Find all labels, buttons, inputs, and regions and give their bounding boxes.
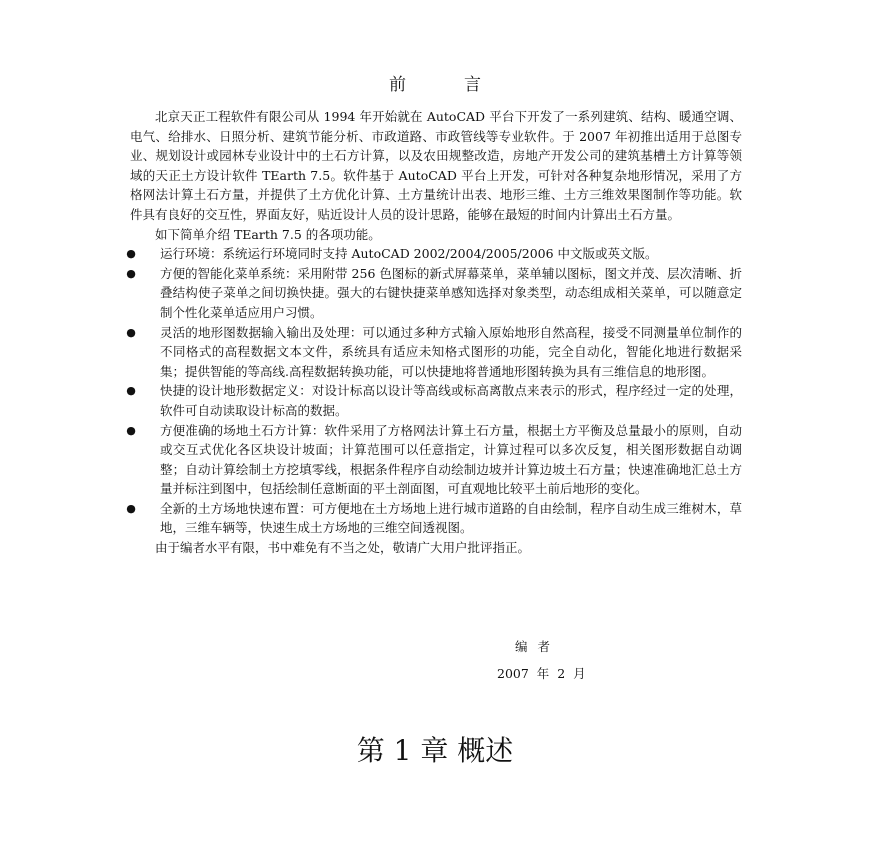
feature-item bbox=[126, 323, 742, 382]
feature-list bbox=[126, 244, 742, 538]
preface-body bbox=[126, 107, 742, 558]
bullet-icon: ● bbox=[126, 325, 136, 339]
feature-text: 方便准确的场地土石方计算：软件采用了方格网法计算土石方量，根据土方平衡及总量最小的原则，自动或交互式优化各区块设计坡面；计算范围可以任意指定，计算过程可以多次反复，相关图形数据自动调整；自动计算绘制土方挖填零线，根据条件程序自动绘制边坡并计算边坡土石方量；快速准确地汇总土方量并标注到图中，包括绘制任意断面的平土剖面图，可直观地比较平土前后地形的变化。 bbox=[160, 422, 742, 497]
bullet-icon: ● bbox=[126, 423, 136, 437]
preface-date: 2007 年 2 月 bbox=[497, 666, 586, 681]
feature-item bbox=[126, 264, 742, 323]
lead-in-line: 如下简单介绍 TEarth 7.5 的各项功能。 bbox=[155, 226, 381, 242]
feature-text: 快捷的设计地形数据定义：对设计标高以设计等高线或标高离散点来表示的形式，程序经过一定的处理，软件可自动读取设计标高的数据。 bbox=[160, 383, 742, 418]
editor-signature: 编者 bbox=[515, 639, 561, 654]
bullet-icon: ● bbox=[126, 247, 136, 261]
chapter-title: 第 1 章 概述 bbox=[356, 734, 514, 767]
bullet-icon: ● bbox=[126, 266, 136, 280]
preface-heading: 前言 bbox=[389, 75, 539, 95]
feature-text: 运行环境：系统运行环境同时支持 AutoCAD 2002/2004/2005/2006 中文版或英文版。 bbox=[160, 246, 658, 262]
feature-text: 灵活的地形图数据输入输出及处理：可以通过多种方式输入原始地形自然高程，接受不同测量单位制作的不同格式的高程数据文本文件，系统具有适应未知格式图形的功能，完全自动化，智能化地进行数据采集；提供智能的等高线.高程数据转换功能，可以快捷地将普通地形图转换为具有三维信息的地形图。 bbox=[160, 324, 742, 379]
feature-item bbox=[126, 499, 742, 538]
feature-item bbox=[126, 421, 742, 499]
feature-text: 全新的土方场地快速布置：可方便地在土方场地上进行城市道路的自由绘制，程序自动生成三维树木，草地，三维车辆等，快速生成土方场地的三维空间透视图。 bbox=[160, 500, 742, 536]
feature-text: 方便的智能化菜单系统：采用附带 256 色图标的新式屏幕菜单，菜单辅以图标，图文并茂、层次清晰、折叠结构使子菜单之间切换快捷。强大的右键快捷菜单感知选择对象类型，动态组成相关菜单，可以随意定制个性化菜单适应用户习惯。 bbox=[160, 265, 742, 320]
feature-item bbox=[126, 244, 742, 264]
bullet-icon: ● bbox=[126, 384, 136, 398]
feature-item bbox=[126, 381, 742, 420]
closing-paragraph: 由于编者水平有限，书中难免有不当之处，敬请广大用户批评指正。 bbox=[155, 540, 531, 556]
intro-paragraph: 北京天正工程软件有限公司从 1994 年开始就在 AutoCAD 平台下开发了一系列建筑、结构、暖通空调、电气、给排水、日照分析、建筑节能分析、市政道路、市政管线等专业软件。于 2007 年初推出适用于总图专业、规划设计或园林专业设计中的土石方计算，以及农田规整改造，房地产开发公司的建筑基槽土方计算等领域的天正土方设计软件 TEarth 7.5。软件基于 AutoCAD 平台上开发，可针对各种复杂地形情况，采用了方格网法计算土石方量，并提供了土方优化计算、土方量统计出表、地形三维、土方三维效果图制作等功能。软件具有良好的交互性，界面友好，贴近设计人员的设计思路，能够在最短的时间内计算出土石方量。 bbox=[130, 109, 742, 222]
bullet-icon: ● bbox=[126, 501, 136, 515]
